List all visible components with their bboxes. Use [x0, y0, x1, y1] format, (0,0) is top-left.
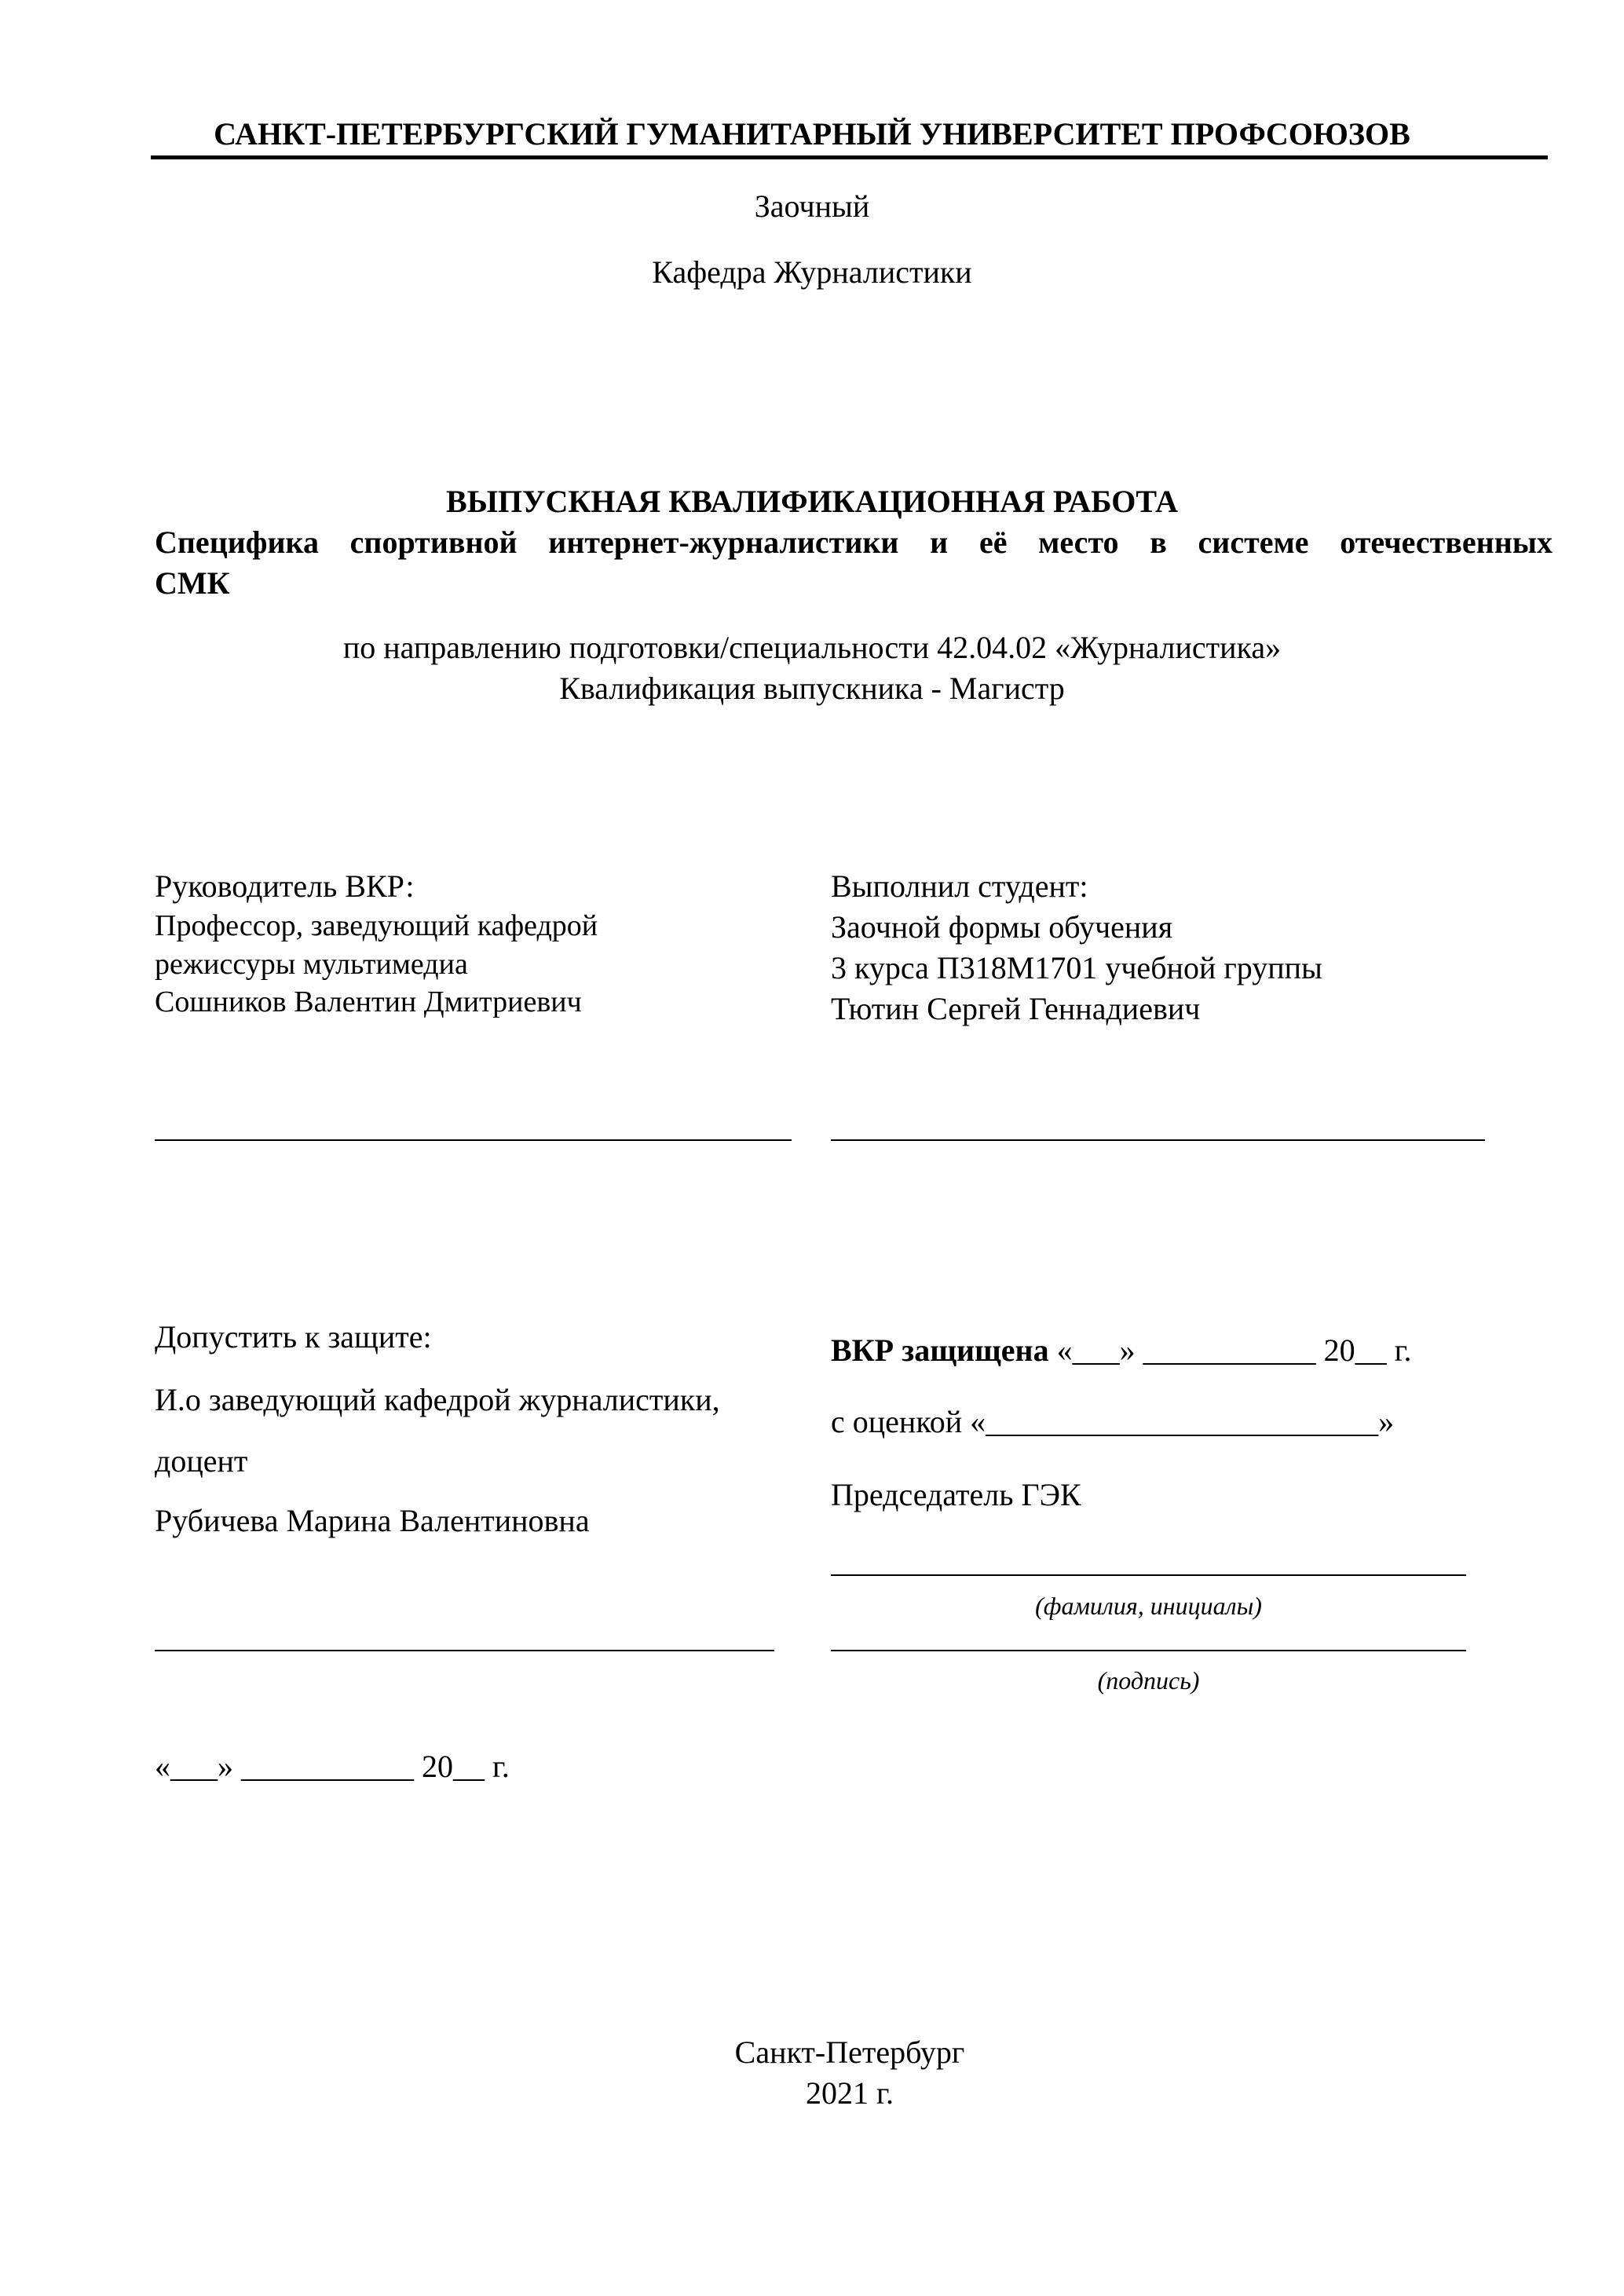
admission-position: И.о заведующий кафедрой журналистики, [155, 1382, 720, 1417]
signature-caption: (подпись) [1097, 1666, 1200, 1695]
supervisor-signature-line [155, 1139, 792, 1141]
topic-line-2: СМК [155, 565, 230, 601]
supervisor-position: Профессор, заведующий кафедрой [155, 909, 598, 942]
student-group: 3 курса П318М1701 учебной группы [831, 950, 1322, 985]
direction: по направлению подготовки/специальности 42.04.02 «Журналистика» [342, 630, 1282, 665]
defense-grade: с оценкой «_________________________» [831, 1404, 1395, 1439]
admission-label: Допустить к защите: [155, 1319, 432, 1355]
admission-name: Рубичева Марина Валентиновна [155, 1503, 590, 1538]
name-caption: (фамилия, инициалы) [1035, 1592, 1262, 1620]
student-signature-line [831, 1139, 1485, 1141]
city: Санкт-Петербург [734, 2035, 965, 2070]
commission-chair: Председатель ГЭК [831, 1477, 1081, 1512]
admission-date: «___» ___________ 20__ г. [155, 1749, 510, 1784]
topic-line-1: Специфика спортивной интернет-журналистики и её место в системе отечественных [155, 525, 1553, 560]
supervisor-department: режиссуры мультимедиа [155, 948, 468, 981]
chair-signature-line [831, 1650, 1466, 1651]
admission-title: доцент [155, 1443, 248, 1479]
chair-name-line [831, 1574, 1466, 1576]
student-form: Заочной формы обучения [831, 909, 1173, 945]
supervisor-name: Сошников Валентин Дмитриевич [155, 985, 582, 1018]
student-label: Выполнил студент: [831, 868, 1088, 904]
defense-date: «___» ___________ 20__ г. [1048, 1333, 1412, 1368]
qualification: Квалификация выпускника - Магистр [559, 671, 1065, 706]
supervisor-label: Руководитель ВКР: [155, 868, 415, 904]
header-rule [151, 155, 1548, 159]
university-name: САНКТ-ПЕТЕРБУРГСКИЙ ГУМАНИТАРНЫЙ УНИВЕРСИТЕТ ПРОФСОЮЗОВ [214, 116, 1410, 152]
year: 2021 г. [806, 2075, 894, 2111]
study-form: Заочный [754, 188, 870, 224]
student-name: Тютин Сергей Геннадиевич [831, 991, 1201, 1026]
defense-line [831, 1333, 1411, 1369]
admission-signature-line [155, 1650, 774, 1651]
work-type: ВЫПУСКНАЯ КВАЛИФИКАЦИОННАЯ РАБОТА [446, 484, 1178, 519]
department: Кафедра Журналистики [652, 254, 972, 290]
defense-label: ВКР защищена [831, 1333, 1049, 1368]
